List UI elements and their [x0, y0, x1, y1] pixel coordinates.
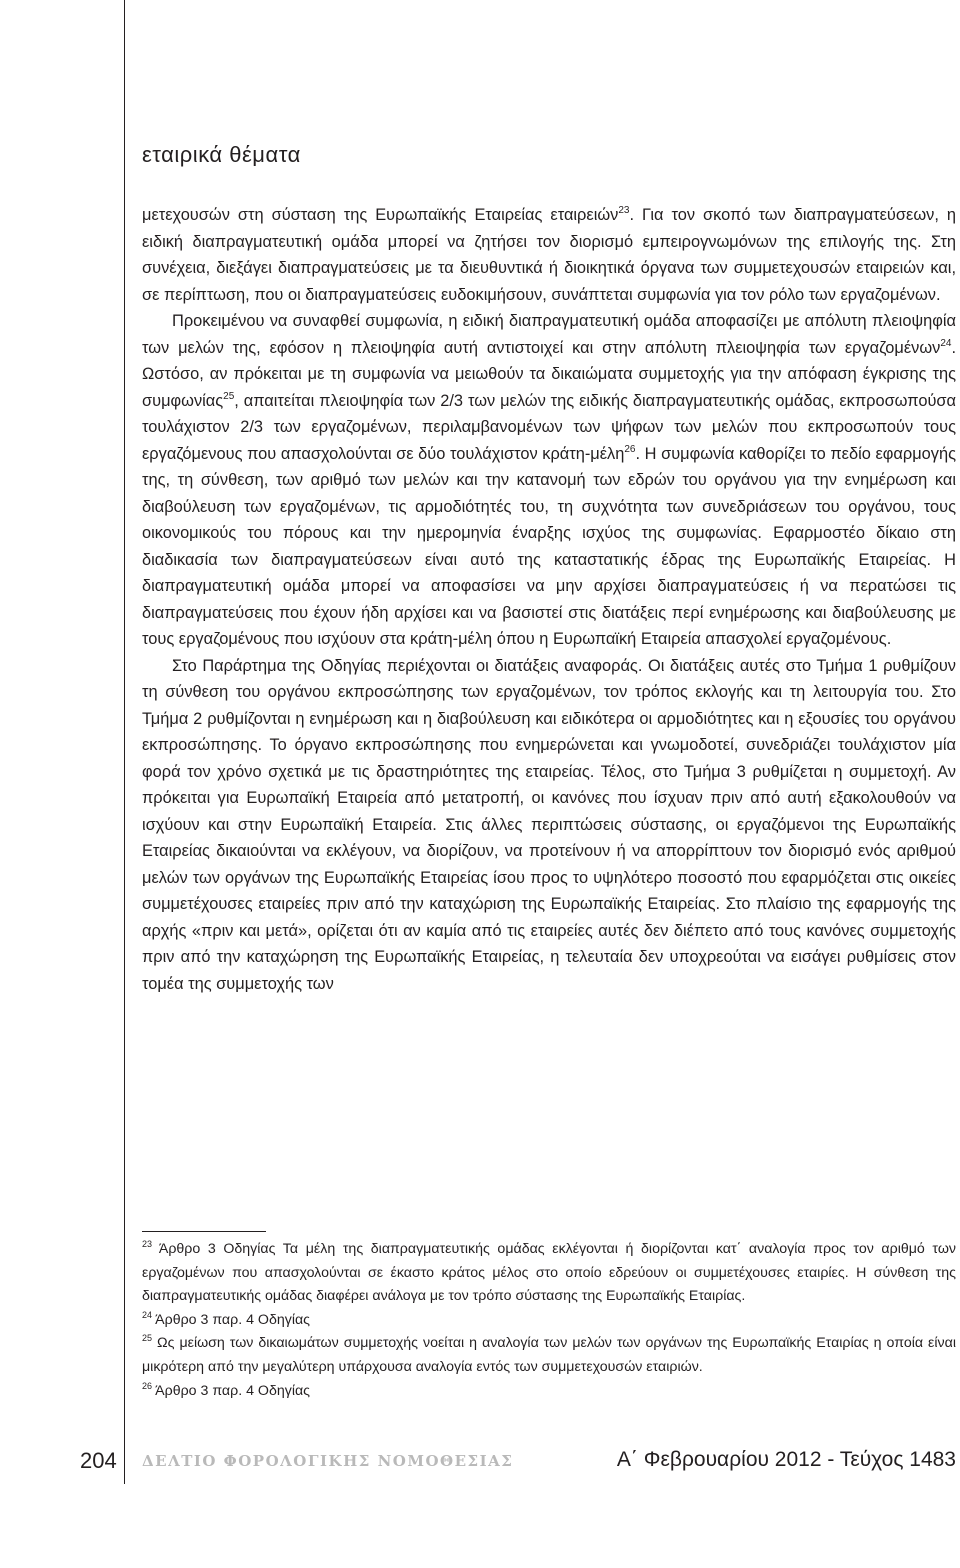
- footnote: [142, 1238, 956, 1309]
- issue-info: Α΄ Φεβρουαρίου 2012 - Τεύχος 1483: [616, 1448, 956, 1471]
- footnote-ref: 24: [940, 337, 952, 349]
- footnote-number: 26: [142, 1380, 153, 1391]
- text-run: . Ωστόσο, αν πρόκειται με τη συμφωνία να μειωθούν τα δικαιώματα συμμετοχής για την απόφαση έγκρισης της συμφωνίας: [142, 338, 956, 410]
- page-number: 204: [80, 1448, 117, 1473]
- footnote-ref: 23: [618, 205, 630, 216]
- footnote-divider: [142, 1231, 266, 1232]
- text-run: μετεχουσών στη σύσταση της Ευρωπαϊκής Εταιρείας εταιρειών: [142, 206, 619, 224]
- page-footer: [0, 1448, 960, 1478]
- footnote: [142, 1380, 956, 1404]
- footnote-number: 23: [142, 1239, 153, 1249]
- footnote-number: 25: [142, 1333, 153, 1344]
- margin-rule: [124, 0, 125, 1484]
- journal-name: ΔΕΛΤΙΟ ΦΟΡΟΛΟΓΙΚΗΣ ΝΟΜΟΘΕΣΙΑΣ: [142, 1452, 514, 1470]
- footnote-ref: 25: [223, 390, 235, 402]
- section-title: εταιρικά θέματα: [142, 142, 301, 167]
- footnote-text: Άρθρο 3 Οδηγίας Τα μέλη της διαπραγματευτικής ομάδας εκλέγονται ή διορίζονται κατ΄ αναλογία προς τον αριθμό των εργαζομένων που απασχολούνται σε έκαστο κράτος μέλος στο οποίο εδρεύουν οι συμμετέχουσες εταιρίες. Η σύνθεση της διαπραγματευτικής ομάδας διαφέρει ανάλογα με τον τρόπο σύστασης της Ευρωπαϊκής Εταιρίας.: [142, 1241, 956, 1305]
- article-body: [142, 202, 956, 997]
- footnote-text: Άρθρο 3 παρ. 4 Οδηγίας: [152, 1311, 311, 1328]
- text-run: Στο Παράρτημα της Οδηγίας περιέχονται οι διατάξεις αναφοράς. Οι διατάξεις αυτές στο Τμήμα 1 ρυθμίζουν τη σύνθεση του οργάνου εκπροσώπησης των εργαζομένων, τον τρόπος εκλογής και τη λειτουργία του. Στο Τμήμα 2 ρυθμίζονται η ενημέρωση και η διαβούλευση και ειδικότερα οι αρμοδιότητες και η εξουσίες του οργάνου εκπροσώπησης. Το όργανο εκπροσώπησης που ενημερώνεται και γνωμοδοτεί, συνεδριάζει τουλάχιστον μία φορά τον χρόνο σχετικά με τις δραστηριότητες της εταιρείας. Τέλος, στο Τμήμα 3 ρυθμίζεται η συμμετοχή. Αν πρόκειται για Ευρωπαϊκή Εταιρεία από μετατροπή, οι κανόνες που ίσχυαν πριν από αυτή εξακολουθούν να ισχύουν και στην Ευρωπαϊκή Εταιρεία. Στις άλλες περιπτώσεις σύστασης, οι εργαζόμενοι της Ευρωπαϊκής Εταιρείας δικαιούνται να εκλέγουν, να διορίζουν, να προτείνουν ή να απορρίπτουν τον διορισμό ενός αριθμού μελών των οργάνων της Ευρωπαϊκής Εταιρείας ίσου προς το υψηλότερο ποσοστό που εφαρμόζεται στις οικείες συμμετέχουσες εταιρείες πριν από την καταχώριση της Ευρωπαϊκής Εταιρείας. Στο πλαίσιο της εφαρμογής της αρχής «πριν και μετά», ορίζεται ότι αν καμία από τις εταιρείες αυτές δεν διέπετο από τους κανόνες συμμετοχής πριν από την καταχώρηση της Ευρωπαϊκής Εταιρείας, η τελευταία δεν υποχρεούται να εισάγει ρυθμίσεις στον τομέα της συμμετοχής των: [142, 656, 956, 993]
- body-paragraph: [142, 653, 956, 998]
- body-paragraph: [142, 202, 956, 308]
- text-run: Προκειμένου να συναφθεί συμφωνία, η ειδική διαπραγματευτική ομάδα αποφασίζει με απόλυτη πλειοψηφία των μελών της, εφόσον η πλειοψηφία αυτή αντιστοιχεί και στην απόλυτη πλειοψηφία των εργαζομένων: [142, 312, 956, 357]
- text-run: . Η συμφωνία καθορίζει το πεδίο εφαρμογής της, τη σύνθεση, των αριθμό των μελών και την κατανομή των εδρών του οργάνου για την ενημέρωση και διαβούλευση των εργαζομένων, τις αρμοδιότητές του, τη συχνότητα των συνεδριάσεων του οργάνου, τους οικονομικούς του πόρους και την ημερομηνία έναρξης ισχύος της συμφωνίας. Εφαρμοστέο δίκαιο στη διαδικασία των διαπραγματεύσεων είναι αυτό της καταστατικής έδρας της Ευρωπαϊκής Εταιρείας. Η διαπραγματευτική ομάδα μπορεί να αποφασίσει να μην αρχίσει διαπραγματεύσεις ή να περατώσει τις διαπραγματεύσεις που έχουν ήδη αρχίσει και να βασιστεί στις διατάξεις περί ενημέρωσης και διαβούλευσης με τους εργαζομένους που ισχύουν στα κράτη-μέλη όπου η Ευρωπαϊκή Εταιρεία απασχολεί εργαζομένους.: [142, 444, 956, 648]
- footnote: [142, 1332, 956, 1379]
- footnote-text: Άρθρο 3 παρ. 4 Οδηγίας: [152, 1382, 311, 1399]
- text-run: . Για τον σκοπό των διαπραγματεύσεων, η ειδική διαπραγματευτική ομάδα μπορεί να ζητήσει τον διορισμό εμπειρογνωμόνων της επιλογής της. Στη συνέχεια, διεξάγει διαπραγματεύσεις με τα διευθυντικά ή διοικητικά όργανα των συμμετεχουσών εταιρειών και, σε περίπτωση, που οι διαπραγματεύσεις ευδοκιμήσουν, συνάπτεται συμφωνία για τον ρόλο των εργαζομένων.: [142, 206, 956, 304]
- footnote-number: 24: [142, 1309, 153, 1320]
- footnotes: [142, 1238, 956, 1403]
- footnote-ref: 26: [624, 443, 636, 455]
- footnote: [142, 1309, 956, 1333]
- body-paragraph: [142, 308, 956, 653]
- footnote-text: Ως μείωση των δικαιωμάτων συμμετοχής νοείται η αναλογία των μελών των οργάνων της Ευρωπαϊκής Εταιρίας η οποία είναι μικρότερη από την μεγαλύτερη υπάρχουσα αναλογία εντός των συμμετεχουσών εταιριών.: [142, 1335, 956, 1375]
- text-run: , απαιτείται πλειοψηφία των 2/3 των μελών της ειδικής διαπραγματευτικής ομάδας, εκπροσωπούσα τουλάχιστον 2/3 των εργαζομένων, περιλαμβανομένων των ψήφων των μελών που εκπροσωπούν τους εργαζόμενους που απασχολούνται σε δύο τουλάχιστον κράτη-μέλη: [142, 391, 956, 463]
